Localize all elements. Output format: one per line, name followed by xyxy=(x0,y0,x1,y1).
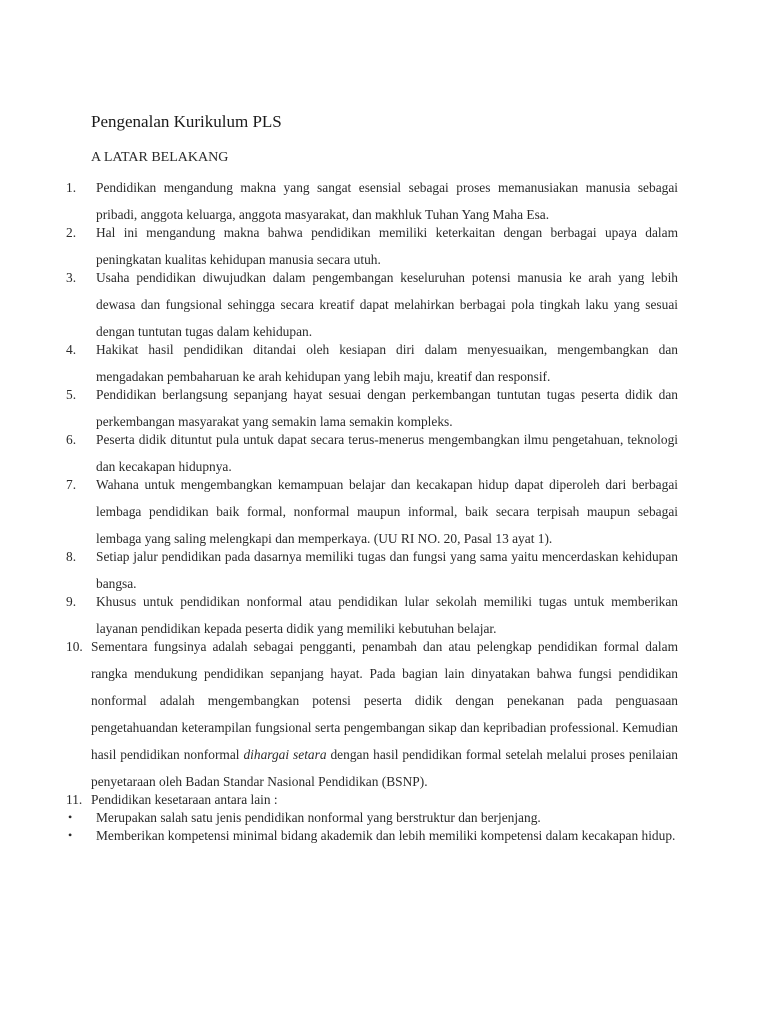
list-item-text: Setiap jalur pendidikan pada dasarnya memiliki tugas dan fungsi yang sama yaitu mencerdaskan kehidupan bangsa. xyxy=(96,549,678,591)
list-item xyxy=(66,264,678,345)
emphasized-text: dihargai setara xyxy=(243,747,327,762)
list-number: 5. xyxy=(66,387,77,402)
list-item-text: Khusus untuk pendidikan nonformal atau pendidikan lular sekolah memiliki tugas untuk memberikan layanan pendidikan kepada peserta didik yang memiliki kebutuhan belajar. xyxy=(96,594,678,636)
list-item-text-part: Sementara fungsinya adalah sebagai pengganti, penambah dan atau pelengkap pendidikan formal dalam rangka mendukung pendidikan sepanjang hayat. Pada bagian lain dinyatakan bahwa fungsi pendidikan nonformal adalah mengembangkan potensi peserta didik dengan penekanan pada penguasaan pengetahuandan keterampilan fungsional serta pengembangan sikap dan kepribadian professional. Kemudian hasil pendidikan nonformal xyxy=(91,639,678,762)
list-number: 8. xyxy=(66,549,77,564)
list-number: 3. xyxy=(66,270,77,285)
bullet-icon: • xyxy=(68,810,73,824)
list-item-text-part: dengan hasil pendidikan formal setelah melalui proses penilaian penyetaraan oleh Badan Standar Nasional Pendidikan (BSNP). xyxy=(91,747,678,789)
document-title: Pengenalan Kurikulum PLS xyxy=(91,112,282,131)
list-item-text: Pendidikan berlangsung sepanjang hayat sesuai dengan perkembangan tuntutan tugas peserta didik dan perkembangan masyarakat yang semakin lama semakin kompleks. xyxy=(96,387,678,429)
list-item-text xyxy=(91,633,678,795)
list-item-text: Usaha pendidikan diwujudkan dalam pengembangan keseluruhan potensi manusia ke arah yang lebih dewasa dan fungsional sehingga secara kreatif dapat melahirkan berbagai pola tingkah laku yang sesuai dengan tuntutan tugas dalam kehidupan. xyxy=(96,270,678,339)
list-item xyxy=(66,633,678,795)
list-item-text: Wahana untuk mengembangkan kemampuan belajar dan kecakapan hidup dapat diperoleh dari berbagai lembaga pendidikan baik formal, nonformal maupun informal, baik secara terpisah maupun sebagai lembaga yang saling melengkapi dan memperkaya. (UU RI NO. 20, Pasal 13 ayat 1). xyxy=(96,477,678,546)
list-number: 7. xyxy=(66,477,77,492)
list-number: 9. xyxy=(66,594,77,609)
list-item-text: Hakikat hasil pendidikan ditandai oleh kesiapan diri dalam menyesuaikan, mengembangkan dan mengadakan pembaharuan ke arah kehidupan yang lebih maju, kreatif dan responsif. xyxy=(96,342,678,384)
list-number: 2. xyxy=(66,225,77,240)
bullet-item-text: Memberikan kompetensi minimal bidang akademik dan lebih memiliki kompetensi dalam kecakapan hidup. xyxy=(96,828,676,843)
list-number: 11. xyxy=(66,792,83,807)
list-item-text: Pendidikan mengandung makna yang sangat esensial sebagai proses memanusiakan manusia sebagai pribadi, anggota keluarga, anggota masyarakat, dan makhluk Tuhan Yang Maha Esa. xyxy=(96,180,678,222)
list-item-text: Peserta didik dituntut pula untuk dapat secara terus-menerus mengembangkan ilmu pengetahuan, teknologi dan kecakapan hidupnya. xyxy=(96,432,678,474)
bullet-item-text: Merupakan salah satu jenis pendidikan nonformal yang berstruktur dan berjenjang. xyxy=(96,810,541,825)
numbered-list xyxy=(66,174,678,849)
bullet-item xyxy=(66,822,678,849)
list-item-text: Pendidikan kesetaraan antara lain : xyxy=(91,792,278,807)
list-number: 10. xyxy=(66,639,83,654)
list-item xyxy=(66,471,678,552)
bullet-icon: • xyxy=(68,828,73,842)
list-number: 6. xyxy=(66,432,77,447)
list-number: 1. xyxy=(66,180,77,195)
list-item-text: Hal ini mengandung makna bahwa pendidikan memiliki keterkaitan dengan berbagai upaya dalam peningkatan kualitas kehidupan manusia secara utuh. xyxy=(96,225,678,267)
section-heading: A LATAR BELAKANG xyxy=(91,150,229,165)
list-number: 4. xyxy=(66,342,77,357)
